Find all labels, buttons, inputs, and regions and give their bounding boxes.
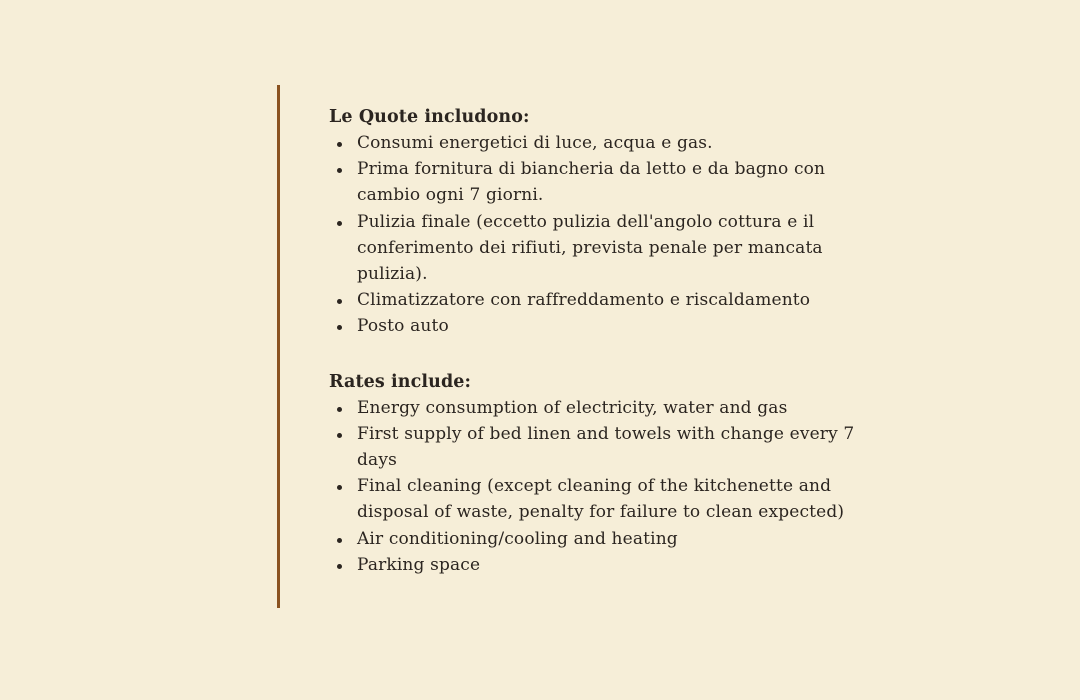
list-item	[329, 526, 874, 552]
bullet-icon	[337, 168, 342, 173]
list-item-text: Posto auto	[357, 316, 449, 337]
list-item	[329, 287, 874, 313]
list-item	[329, 395, 874, 421]
list-item	[329, 473, 874, 525]
bullet-icon	[337, 221, 342, 226]
list-item-text: Final cleaning (except cleaning of the kitchenette and disposal of waste, penalty for failure to clean expected)	[357, 476, 845, 523]
bullet-icon	[337, 142, 342, 147]
rates-content	[329, 104, 874, 578]
english-heading: Rates include:	[329, 371, 472, 392]
vertical-accent-line	[277, 85, 280, 608]
bullet-icon	[337, 325, 342, 330]
list-item-text: Energy consumption of electricity, water and gas	[357, 397, 788, 418]
bullet-icon	[337, 407, 342, 412]
list-item-text: Consumi energetici di luce, acqua e gas.	[357, 133, 713, 153]
italian-heading: Le Quote includono:	[329, 107, 530, 127]
list-item-text: Air conditioning/cooling and heating	[357, 528, 678, 549]
bullet-icon	[337, 538, 342, 543]
english-section	[329, 369, 874, 578]
list-item-text: Parking space	[357, 554, 481, 575]
italian-list	[329, 130, 874, 340]
list-item-text: Climatizzatore con raffreddamento e riscaldamento	[357, 290, 811, 311]
list-item	[329, 552, 874, 578]
list-item	[329, 209, 874, 288]
list-item	[329, 313, 874, 339]
italian-section	[329, 104, 874, 340]
english-list	[329, 395, 874, 578]
list-item	[329, 421, 874, 473]
list-item-text: Pulizia finale (eccetto pulizia dell'angolo cottura e il conferimento dei rifiuti, prevista penale per mancata pulizia).	[357, 211, 823, 285]
bullet-icon	[337, 485, 342, 490]
list-item-text: Prima fornitura di biancheria da letto e da bagno con cambio ogni 7 giorni.	[357, 159, 826, 206]
bullet-icon	[337, 433, 342, 438]
list-item	[329, 130, 874, 156]
list-item	[329, 156, 874, 208]
bullet-icon	[337, 564, 342, 569]
bullet-icon	[337, 299, 342, 304]
list-item-text: First supply of bed linen and towels with change every 7 days	[357, 423, 855, 471]
